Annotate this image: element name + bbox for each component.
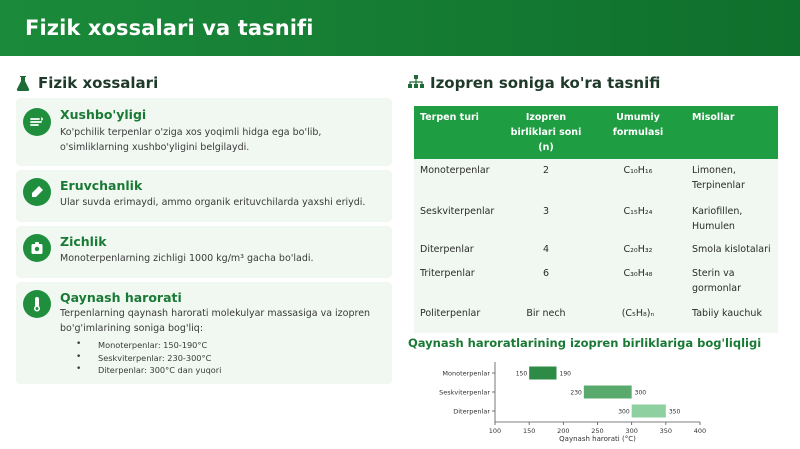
scent-icon: [23, 108, 51, 136]
card-text: Monoterpenlarning zichligi 1000 kg/m³ gacha bo'ladi.: [60, 253, 314, 264]
x-axis-label: Qaynash harorati (°C): [559, 435, 636, 443]
table-row: [414, 201, 778, 239]
table-cell: (C₅H₈)ₙ: [621, 308, 655, 319]
property-card-fragrance: [16, 98, 392, 166]
header-bar: [0, 0, 800, 56]
table-cell: Kariofillen, Humulen: [692, 206, 743, 232]
bar-start-label: 300: [618, 408, 630, 416]
table-cell: C₁₀H₁₆: [623, 165, 653, 176]
table-cell: Politerpenlar: [420, 308, 481, 319]
card-title: Eruvchanlik: [60, 178, 143, 193]
y-tick-label: Seskviterpenlar: [439, 388, 490, 397]
classification-heading: [408, 74, 660, 92]
table-row: [414, 303, 778, 333]
property-card-boiling-point: [16, 282, 392, 384]
property-card-density: [16, 226, 392, 278]
table-cell: Sterin va gormonlar: [692, 268, 742, 294]
list-item: • Seskviterpenlar: 230-300°C: [76, 352, 221, 365]
table-cell: Diterpenlar: [420, 244, 474, 255]
x-tick-label: 300: [625, 427, 638, 435]
table-cell: 4: [542, 244, 550, 255]
x-tick-label: 200: [557, 427, 570, 435]
card-title: Xushbo'yligi: [60, 107, 147, 122]
table-cell: 2: [542, 165, 550, 176]
y-tick-label: Diterpenlar: [453, 407, 490, 416]
column-header: Izopren birliklari soni (n): [500, 106, 592, 159]
card-title: Qaynash harorati: [60, 290, 182, 305]
table-cell: Triterpenlar: [420, 268, 475, 279]
table-cell: Smola kislotalari: [692, 244, 771, 255]
range-bar: [529, 367, 556, 380]
table-cell: Tabiiy kauchuk: [692, 308, 762, 319]
table-cell: Seskviterpenlar: [420, 206, 495, 217]
table-header-row: [414, 106, 778, 159]
hierarchy-icon: [408, 75, 424, 91]
x-tick-label: 150: [522, 427, 536, 435]
weight-icon: [23, 234, 51, 262]
flask-icon: [23, 178, 51, 206]
bar-start-label: 230: [570, 389, 582, 397]
card-text: Terpenlarning qaynash harorati molekulyar massasiga va izopren bo'g'imlarining soniga bog'liq:: [60, 308, 371, 334]
page-title: Fizik xossalari va tasnifi: [25, 16, 314, 40]
chart-title: Qaynash haroratlarining izopren birliklariga bog'liqligi: [408, 336, 762, 350]
x-tick-label: 350: [659, 427, 673, 435]
x-tick-label: 100: [488, 427, 502, 435]
table-cell: Monoterpenlar: [420, 165, 490, 176]
classification-table: [414, 106, 778, 333]
column-header: Misollar: [684, 106, 778, 159]
property-card-solubility: [16, 170, 392, 222]
card-title: Zichlik: [60, 234, 107, 249]
flask-icon: [16, 75, 32, 91]
table-cell: C₁₅H₂₄: [623, 206, 653, 217]
column-header: Terpen turi: [414, 106, 500, 159]
thermometer-icon: [23, 290, 51, 318]
table-cell: 6: [542, 268, 550, 279]
section-title-text: Fizik xossalari: [38, 74, 159, 92]
range-bar: [584, 386, 632, 399]
table-cell: C₂₀H₃₂: [623, 244, 653, 255]
table-row: [414, 239, 778, 263]
boiling-point-chart: [400, 356, 790, 444]
card-text: Ko'pchilik terpenlar o'ziga xos yoqimli hidga ega bo'lib, o'simliklarning xushbo'yligini belgilaydi.: [60, 127, 322, 153]
table-cell: Bir nech: [526, 308, 566, 319]
table-cell: C₃₀H₄₈: [623, 268, 653, 279]
table-row: [414, 159, 778, 201]
table-row: [414, 263, 778, 303]
physical-properties-heading: [16, 74, 158, 92]
bar-start-label: 150: [515, 370, 528, 378]
x-tick-label: 250: [591, 427, 604, 435]
bar-end-label: 190: [559, 370, 571, 378]
list-item: • Monoterpenlar: 150-190°C: [76, 339, 221, 352]
range-bar: [632, 405, 666, 418]
card-text: Ular suvda erimaydi, ammo organik erituvchilarda yaxshi eriydi.: [60, 197, 366, 208]
y-tick-label: Monoterpenlar: [442, 369, 490, 378]
section-title-text: Izopren soniga ko'ra tasnifi: [430, 74, 661, 92]
x-tick-label: 400: [693, 427, 707, 435]
column-header: Umumiy formulasi: [592, 106, 684, 159]
table-cell: 3: [542, 206, 550, 217]
bar-end-label: 350: [668, 408, 681, 416]
bar-end-label: 300: [634, 389, 647, 397]
table-cell: Limonen, Terpinenlar: [692, 165, 745, 191]
boiling-point-list: [76, 339, 221, 377]
list-item: • Diterpenlar: 300°C dan yuqori: [76, 364, 221, 377]
